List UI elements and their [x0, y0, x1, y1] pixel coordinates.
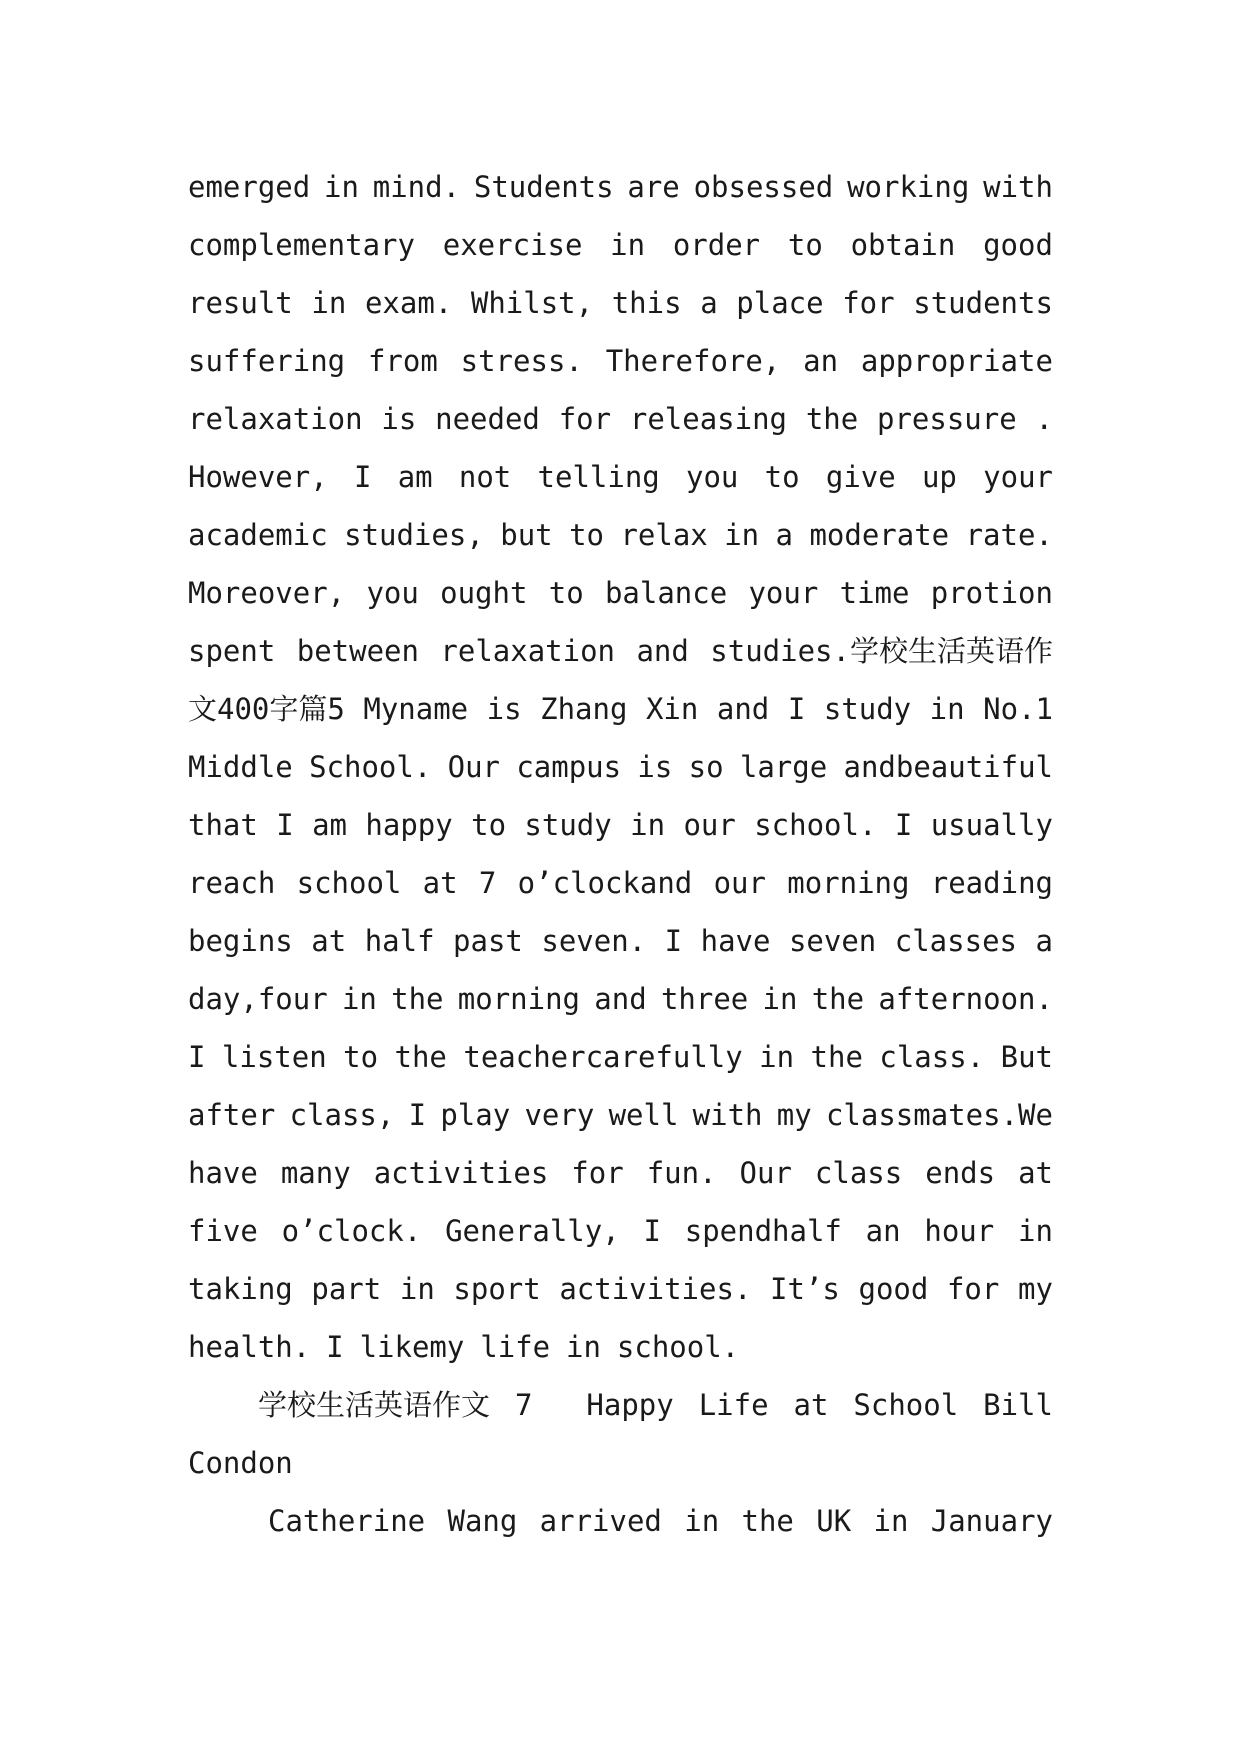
word: in [324, 170, 359, 204]
word: from [367, 344, 438, 378]
word: andbeautiful [843, 750, 1053, 784]
word: so [688, 750, 724, 784]
word: good [858, 1272, 929, 1306]
word: the [394, 1040, 447, 1074]
word: appropriate [860, 344, 1053, 378]
word: play [440, 1098, 511, 1132]
word: begins [188, 924, 293, 958]
word: seven [788, 924, 877, 958]
word: life [480, 1330, 551, 1364]
word: releasing [629, 402, 788, 436]
word: is [637, 750, 673, 784]
word: hour [924, 1214, 995, 1248]
word: classmates.We [825, 1098, 1053, 1132]
text-line [188, 680, 1053, 738]
word: the [810, 1040, 863, 1074]
word: an [803, 344, 839, 378]
word: three [660, 982, 749, 1016]
word: Whilst, [470, 286, 594, 320]
word: in [762, 982, 798, 1016]
word: place [736, 286, 824, 320]
word: 7 [478, 866, 497, 900]
word: for [842, 286, 895, 320]
word: usually [930, 808, 1053, 842]
body-text [188, 158, 1053, 1550]
word: sport [453, 1272, 541, 1306]
word: Zhang [540, 692, 628, 726]
word: to [548, 576, 584, 610]
word: in [684, 1504, 720, 1538]
word: spent [188, 634, 276, 668]
word: in [566, 1330, 601, 1364]
text-line [188, 274, 1053, 332]
word: the [805, 402, 859, 436]
word: reach [188, 866, 276, 900]
text-line [188, 912, 1053, 970]
word: However, [188, 460, 328, 494]
word: with [692, 1098, 763, 1132]
text-line [188, 854, 1053, 912]
text-line [188, 1202, 1053, 1260]
text-line [188, 738, 1053, 796]
word: ends [925, 1156, 996, 1190]
word: Catherine [268, 1504, 426, 1538]
word: campus [516, 750, 622, 784]
word: and [594, 982, 647, 1016]
word: studies, [344, 518, 484, 552]
word: relax [620, 518, 708, 552]
word: not [458, 460, 512, 494]
word: result [188, 286, 293, 320]
text-line [188, 158, 1053, 216]
word: many [280, 1156, 351, 1190]
word: the [391, 982, 444, 1016]
word: our [713, 866, 766, 900]
text-line [188, 332, 1053, 390]
word: It’s [770, 1272, 840, 1306]
word: my [1017, 1272, 1053, 1306]
word: and [716, 692, 770, 726]
text-line [188, 796, 1053, 854]
word: time [839, 576, 910, 610]
word: afternoon. [878, 982, 1053, 1016]
word: UK [816, 1504, 852, 1538]
text-line [188, 448, 1053, 506]
word: you [686, 460, 739, 494]
word: I [408, 1098, 427, 1132]
word: study [823, 692, 912, 726]
text-line [188, 1260, 1053, 1318]
word: am [397, 460, 433, 494]
word: pressure [877, 402, 1017, 436]
word: large [739, 750, 828, 784]
word: and [636, 634, 689, 668]
word: for [946, 1272, 1000, 1306]
word: Middle [188, 750, 293, 784]
word: protion [930, 576, 1053, 610]
text-line [188, 1144, 1053, 1202]
word: to [787, 228, 823, 262]
word: o’clock. [281, 1214, 422, 1248]
word: I [643, 1214, 661, 1248]
word: Our [739, 1156, 792, 1190]
word: in [311, 286, 347, 320]
word: have [188, 1156, 258, 1190]
heading-word: School [853, 1388, 959, 1422]
word: in [929, 692, 965, 726]
word: give [825, 460, 896, 494]
word: at [422, 866, 458, 900]
word: . [1035, 402, 1053, 436]
word: I [787, 692, 806, 726]
text-line [188, 564, 1053, 622]
word: in [1017, 1214, 1053, 1248]
word: mind. [372, 170, 461, 204]
word: Xin [645, 692, 699, 726]
word: am [312, 808, 348, 842]
word: to [569, 518, 604, 552]
word: but [500, 518, 553, 552]
word: in [399, 1272, 435, 1306]
word: a [700, 286, 718, 320]
word: rate. [965, 518, 1053, 552]
word: my [776, 1098, 812, 1132]
paragraph-start-line [188, 1492, 1053, 1550]
word: class, [289, 1098, 395, 1132]
word: school. [616, 1330, 740, 1364]
word: study [524, 808, 612, 842]
word: needed [435, 402, 540, 436]
word: moderate [809, 518, 950, 552]
text-line [188, 1318, 1053, 1376]
word: in [341, 982, 377, 1016]
word: But [1000, 1040, 1053, 1074]
word: is [381, 402, 417, 436]
word: relaxation [440, 634, 616, 668]
word: very [524, 1098, 595, 1132]
word: a [775, 518, 794, 552]
word: to [343, 1040, 379, 1074]
word: reading [930, 866, 1053, 900]
word: school [296, 866, 402, 900]
word: school. [754, 808, 877, 842]
word: between [296, 634, 419, 668]
word: Generally, [445, 1214, 620, 1248]
heading-word: Bill [983, 1388, 1053, 1422]
word: our [683, 808, 736, 842]
word: with [983, 170, 1053, 204]
word: Therefore, [605, 344, 781, 378]
word: class. [879, 1040, 985, 1074]
word: studies.学校生活英语作 [710, 634, 1053, 668]
word: classes [894, 924, 1017, 958]
word: arrived [539, 1504, 662, 1538]
word: 文400字篇5 [188, 692, 345, 726]
word: part [311, 1272, 382, 1306]
word: stress. [460, 344, 583, 378]
word: students [913, 286, 1053, 320]
word: this [611, 286, 682, 320]
word: taking [188, 1272, 293, 1306]
word: balance [604, 576, 728, 610]
section-heading-continuation [188, 1434, 1053, 1492]
word: class [814, 1156, 903, 1190]
word: five [188, 1214, 258, 1248]
heading-word: 7 [514, 1388, 562, 1422]
word: obtain [850, 228, 956, 262]
word: likemy [359, 1330, 465, 1364]
word: in [873, 1504, 909, 1538]
section-heading-line [188, 1376, 1053, 1434]
word: in [630, 808, 666, 842]
word: I [276, 808, 294, 842]
text-line [188, 390, 1053, 448]
word: in [724, 518, 760, 552]
word: No.1 [983, 692, 1053, 726]
word: are [627, 170, 680, 204]
word: health. [188, 1330, 311, 1364]
word: Students [473, 170, 614, 204]
word: at [311, 924, 347, 958]
word: Myname [363, 692, 469, 726]
word: for [558, 402, 612, 436]
word: exam. [364, 286, 453, 320]
word: working [847, 170, 970, 204]
word: have [700, 924, 771, 958]
word: you [366, 576, 419, 610]
word: listen [221, 1040, 327, 1074]
word: suffering [188, 344, 346, 378]
word: telling [537, 460, 660, 494]
word: an [865, 1214, 901, 1248]
text-line [188, 1086, 1053, 1144]
word: morning [787, 866, 910, 900]
word: that [188, 808, 258, 842]
word: seven. [541, 924, 647, 958]
word: happy [365, 808, 453, 842]
heading-word: Life [698, 1388, 769, 1422]
word: I [664, 924, 683, 958]
word: I [188, 1040, 206, 1074]
word: to [764, 460, 800, 494]
word: spendhalf [684, 1214, 842, 1248]
word: the [741, 1504, 794, 1538]
word: Wang [447, 1504, 518, 1538]
word: activities. [559, 1272, 752, 1306]
word: well [608, 1098, 679, 1132]
word: academic [188, 518, 328, 552]
word: Moreover, [188, 576, 346, 610]
word: teachercarefully [463, 1040, 743, 1074]
word: order [672, 228, 761, 262]
word: up [921, 460, 957, 494]
word: day,four [188, 982, 328, 1016]
word: after [188, 1098, 276, 1132]
word: for [571, 1156, 624, 1190]
text-line [188, 506, 1053, 564]
word: I [326, 1330, 344, 1364]
word: in [610, 228, 646, 262]
word: January [930, 1504, 1053, 1538]
word: to [471, 808, 507, 842]
paragraph [188, 158, 1053, 1376]
word: a [1035, 924, 1053, 958]
text-line [188, 622, 1053, 680]
text-line [188, 1028, 1053, 1086]
word: your [983, 460, 1053, 494]
word: is [486, 692, 522, 726]
word: half [364, 924, 435, 958]
word: relaxation [188, 402, 363, 436]
word: at [1018, 1156, 1053, 1190]
word: past [453, 924, 523, 958]
heading-word: Happy [586, 1388, 674, 1422]
word: Our [447, 750, 500, 784]
word: emerged [188, 170, 311, 204]
heading-word: at [793, 1388, 829, 1422]
word: the [811, 982, 865, 1016]
word: your [748, 576, 819, 610]
word: morning [457, 982, 581, 1016]
word: exercise [442, 228, 583, 262]
word: in [759, 1040, 795, 1074]
heading-author-surname: Condon [188, 1446, 293, 1480]
word: obsessed [693, 170, 834, 204]
word: I [894, 808, 913, 842]
word: good [983, 228, 1053, 262]
word: activities [373, 1156, 549, 1190]
word: School. [309, 750, 432, 784]
word: complementary [188, 228, 415, 262]
word: ought [440, 576, 528, 610]
heading-word: 学校生活英语作文 [258, 1388, 491, 1422]
word: fun. [646, 1156, 717, 1190]
text-line [188, 970, 1053, 1028]
word: I [353, 460, 372, 494]
word: o’clockand [517, 866, 693, 900]
text-line [188, 216, 1053, 274]
